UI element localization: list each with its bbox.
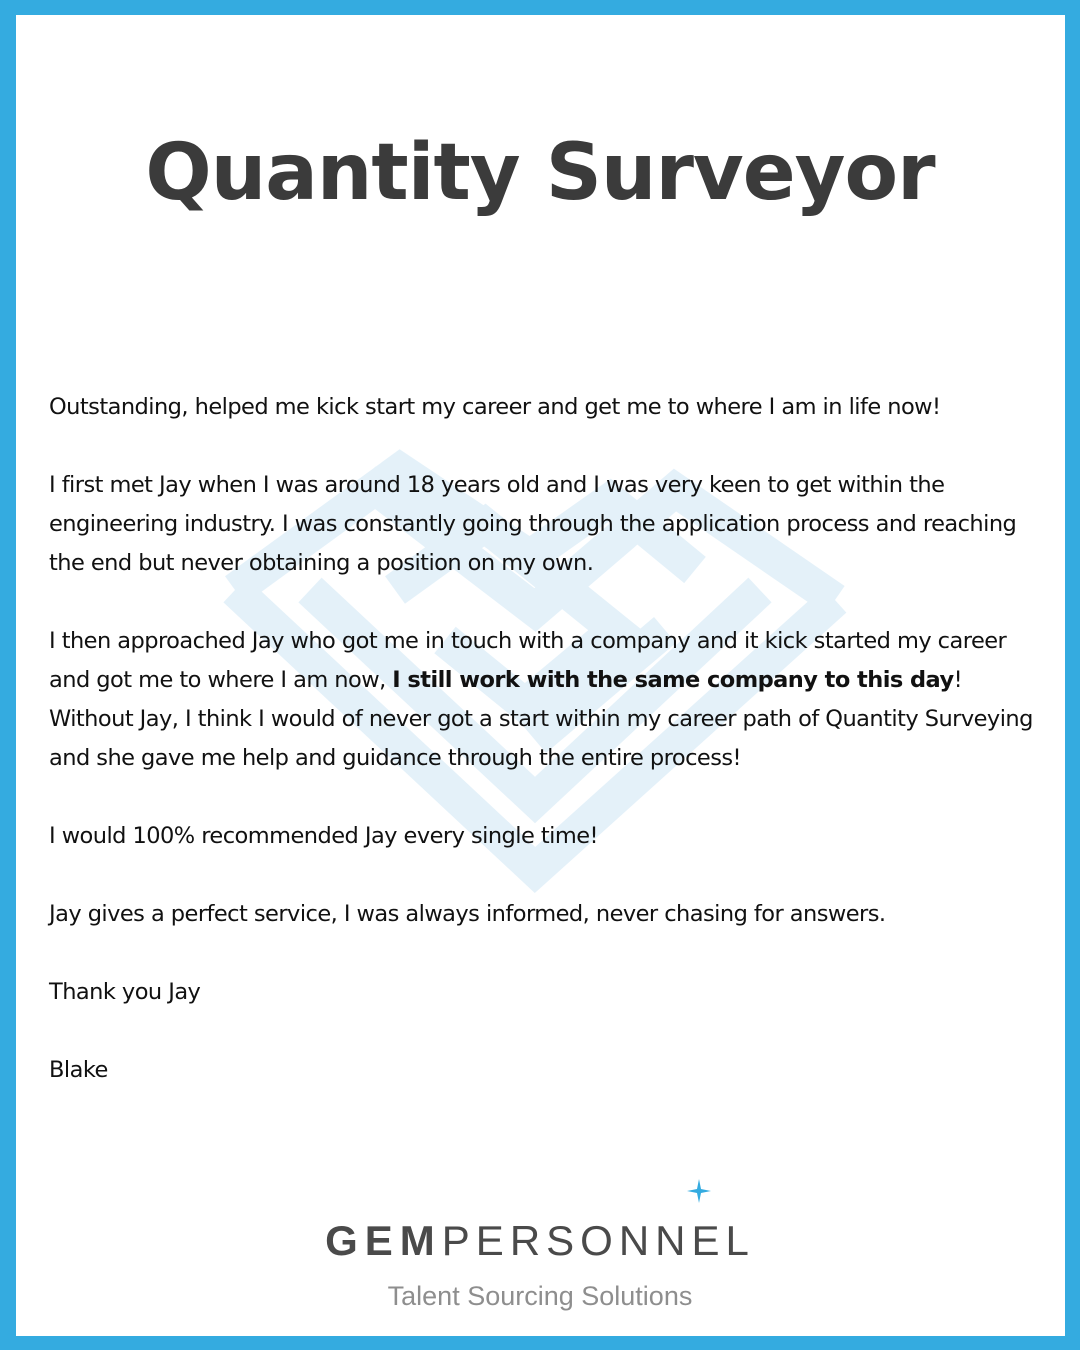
- testimonial-paragraph: I would 100% recommended Jay every single time!: [49, 823, 598, 849]
- page-title: Quantity Surveyor: [145, 128, 935, 218]
- logo-wordmark: [0, 1217, 1080, 1265]
- testimonial-paragraph: [49, 622, 1034, 778]
- logo-tagline: Talent Sourcing Solutions: [387, 1281, 693, 1311]
- signature: Blake: [49, 1057, 108, 1083]
- testimonial-text: I then approached Jay who got me in touch with a company and it kick started my career and got me to where I am now,: [49, 628, 1007, 693]
- logo-name-bold: GEM: [325, 1217, 442, 1264]
- testimonial-paragraph: I first met Jay when I was around 18 years old and I was very keen to get within the engineering industry. I was constantly going through the application process and reaching the end but never obtaining a position on my own.: [49, 472, 1017, 576]
- testimonial-body: [49, 388, 1034, 1129]
- testimonial-highlight: I still work with the same company to this day: [392, 667, 954, 693]
- testimonial-paragraph: Thank you Jay: [49, 979, 201, 1005]
- testimonial-paragraph: Jay gives a perfect service, I was always informed, never chasing for answers.: [49, 901, 886, 927]
- logo-name-regular: PERSONNEL: [441, 1217, 755, 1264]
- sparkle-icon: [687, 1179, 711, 1203]
- company-logo: [0, 1175, 1080, 1325]
- testimonial-paragraph: Outstanding, helped me kick start my career and get me to where I am in life now!: [49, 394, 941, 420]
- testimonial-text: ! Without Jay, I think I would of never got a start within my career path of Quantity Surveying and she gave me help and guidance through the entire process!: [49, 667, 1033, 771]
